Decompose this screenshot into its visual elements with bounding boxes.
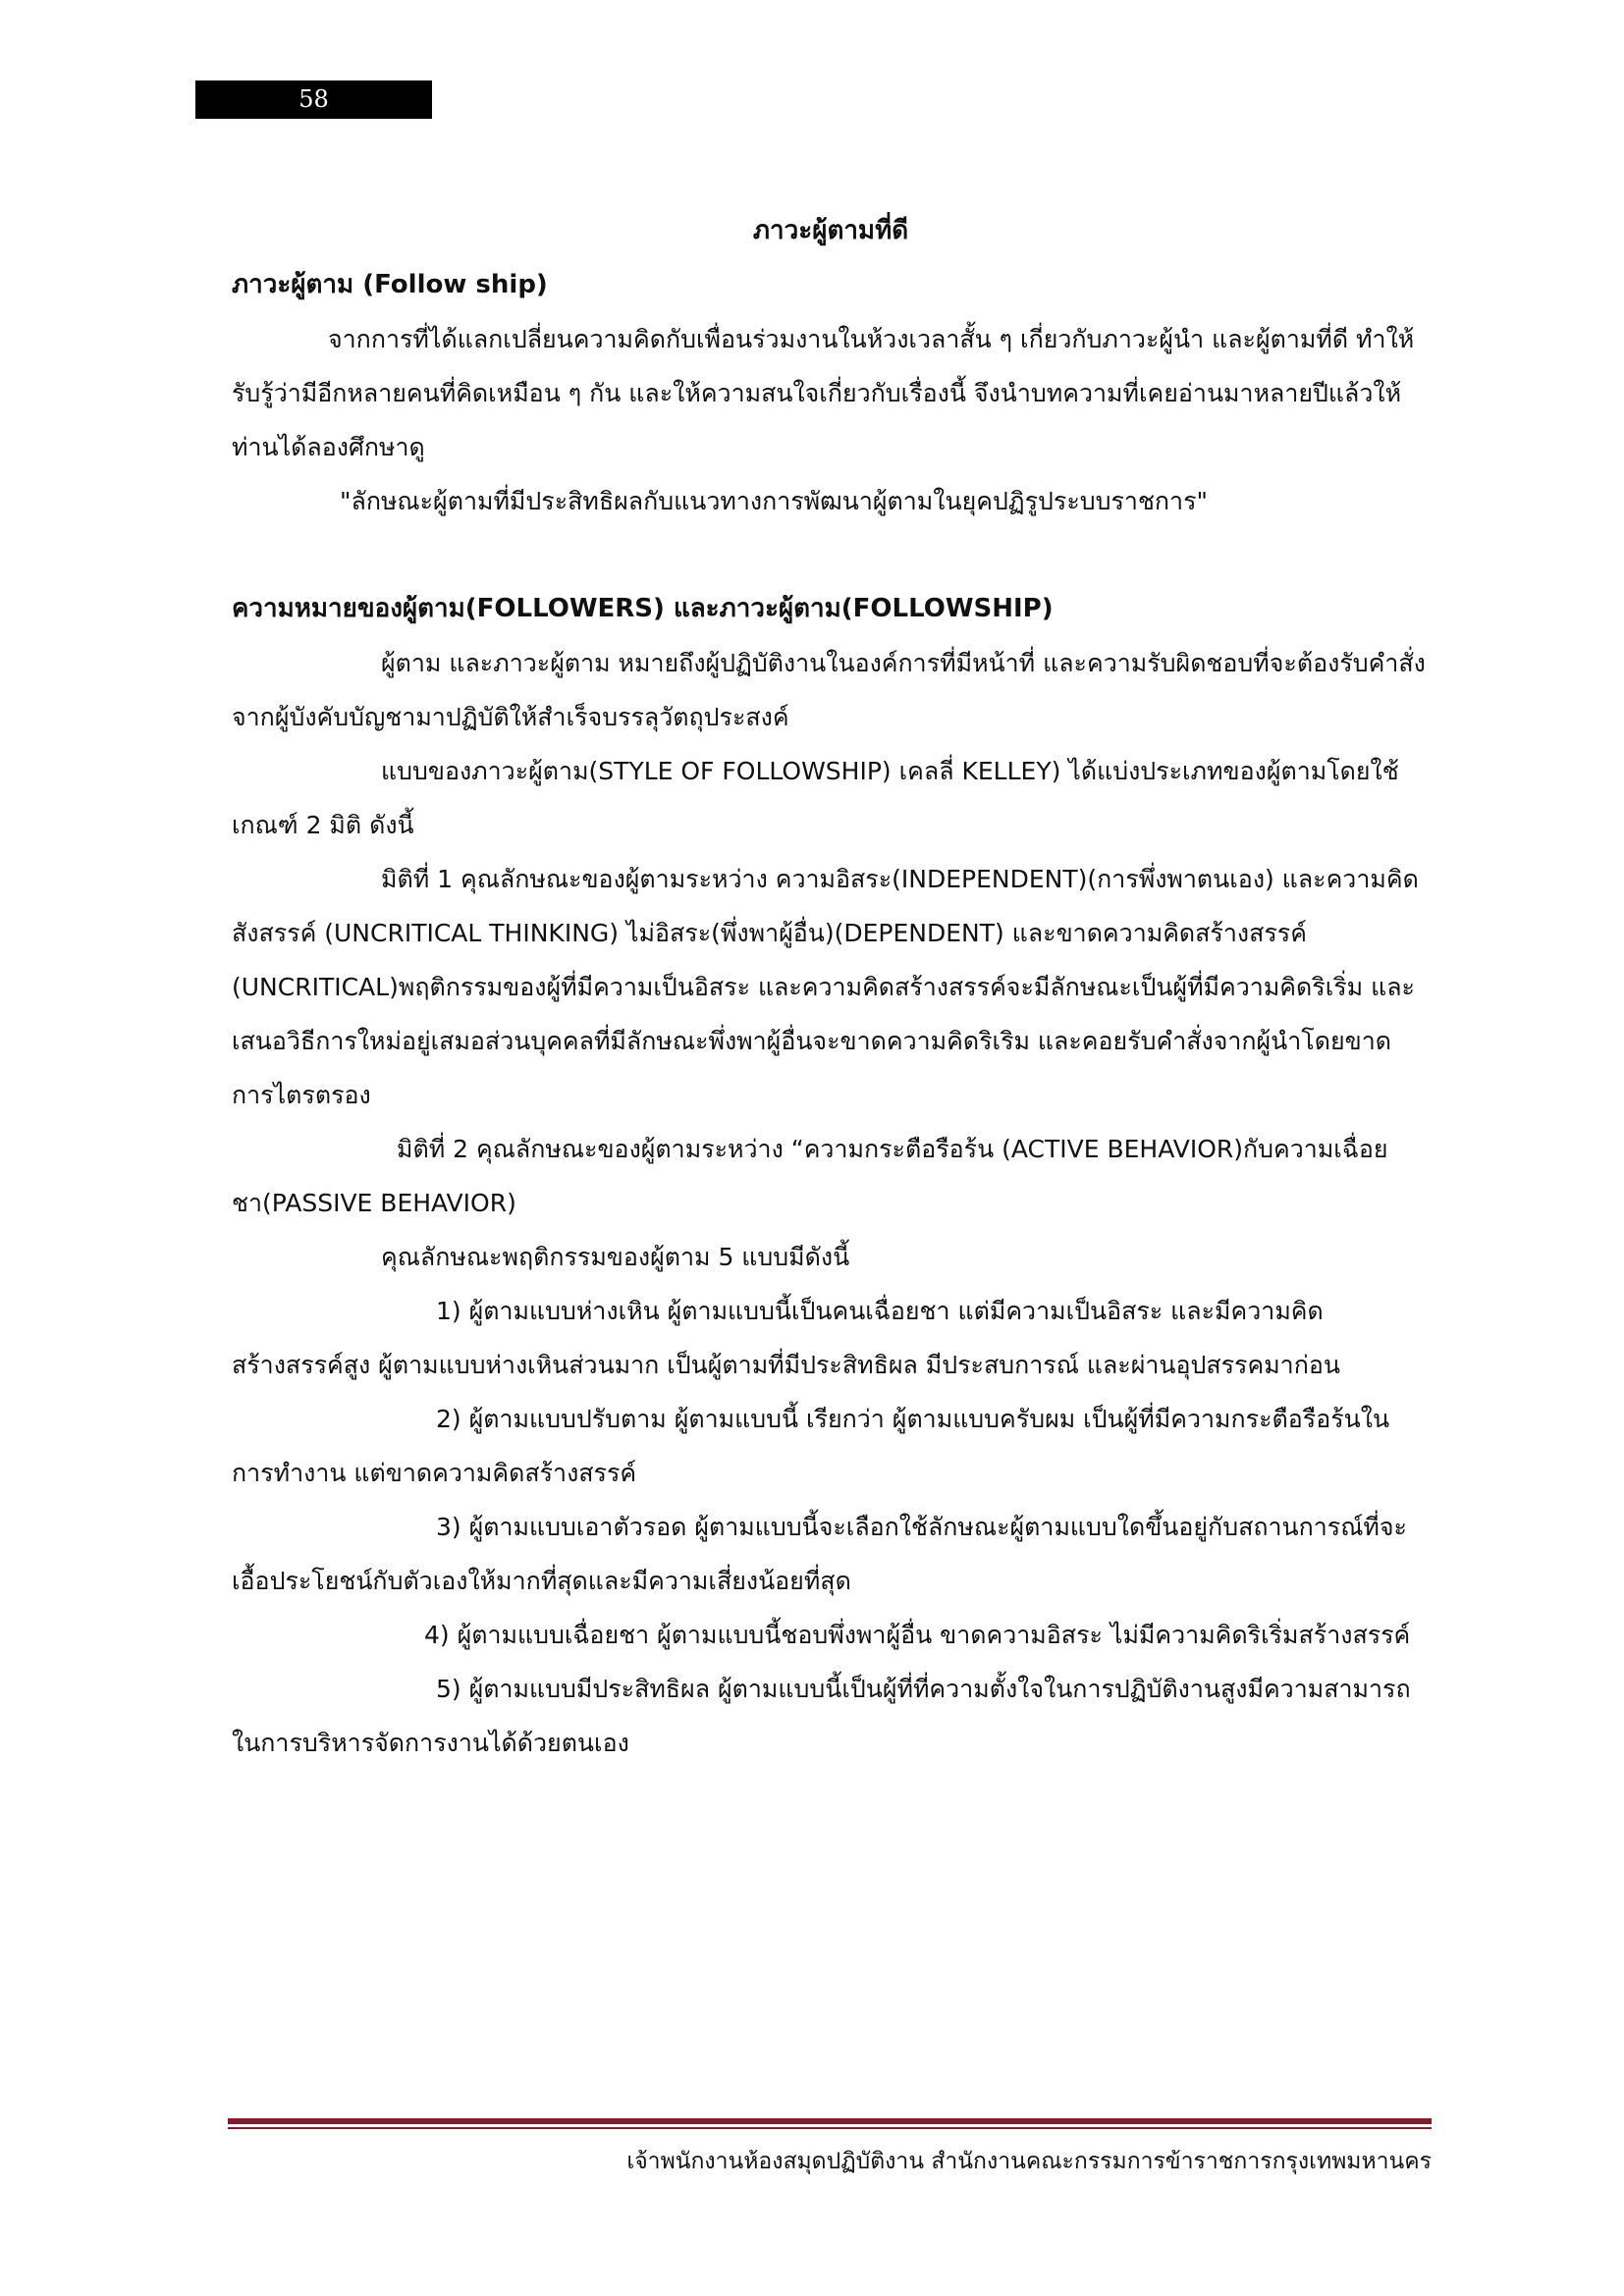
footer-divider-thin xyxy=(228,2127,1432,2129)
dimension-2-paragraph: มิติที่ 2 คุณลักษณะของผู้ตามระหว่าง “ความกระตือรือร้น (ACTIVE BEHAVIOR)กับความเฉื่อยชา(PASSIVE BEHAVIOR) xyxy=(232,1135,1388,1217)
list-item: 5) ผู้ตามแบบมีประสิทธิผล ผู้ตามแบบนี้เป็นผู้ที่ที่ความตั้งใจในการปฏิบัติงานสูงมีความสามารถในการบริหารจัดการงานได้ด้วยตนเอง xyxy=(232,1675,1411,1757)
list-item: 4) ผู้ตามแบบเฉื่อยชา ผู้ตามแบบนี้ชอบพึ่งพาผู้อื่น ขาดความอิสระ ไม่มีความคิดริเริ่มสร้างสรรค์ xyxy=(424,1621,1411,1649)
behavior-intro: คุณลักษณะพฤติกรรมของผู้ตาม 5 แบบมีดังนี้ xyxy=(381,1243,850,1271)
footer-text: เจ้าพนักงานห้องสมุดปฏิบัติงาน สำนักงานคณะกรรมการข้าราชการกรุงเทพมหานคร xyxy=(626,2149,1432,2174)
list-item: 1) ผู้ตามแบบห่างเหิน ผู้ตามแบบนี้เป็นคนเฉื่อยชา แต่มีความเป็นอิสระ และมีความคิดสร้างสรรค์สูง ผู้ตามแบบห่างเหินส่วนมาก เป็นผู้ตามที่มีประสิทธิผล มีประสบการณ์ และผ่านอุปสรรคมาก่อน xyxy=(232,1297,1340,1379)
paragraph-gap xyxy=(232,528,1430,582)
intro-paragraph: จากการที่ได้แลกเปลี่ยนความคิดกับเพื่อนร่วมงานในห้วงเวลาสั้น ๆ เกี่ยวกับภาวะผู้นำ และผู้ตามที่ดี ทำให้รับรู้ว่ามีอีกหลายคนที่คิดเหมือน ๆ กัน และให้ความสนใจเกี่ยวกับเรื่องนี้ จึงนำบทความที่เคยอ่านมาหลายปีแล้วให้ท่านได้ลองศึกษาดู xyxy=(232,325,1415,461)
section-heading-definition: ความหมายของผู้ตาม(FOLLOWERS) และภาวะผู้ตาม(FOLLOWSHIP) xyxy=(232,594,1054,623)
page-number: 58 xyxy=(195,80,432,119)
quoted-article-title: "ลักษณะผู้ตามที่มีประสิทธิผลกับแนวทางการพัฒนาผู้ตามในยุคปฏิรูประบบราชการ" xyxy=(340,487,1209,515)
list-item: 3) ผู้ตามแบบเอาตัวรอด ผู้ตามแบบนี้จะเลือกใช้ลักษณะผู้ตามแบบใดขึ้นอยู่กับสถานการณ์ที่จะเอื้อประโยชน์กับตัวเองให้มากที่สุดและมีความเสี่ยงน้อยที่สุด xyxy=(232,1513,1407,1595)
footer-divider-thick xyxy=(228,2118,1432,2124)
dimension-1-paragraph: มิติที่ 1 คุณลักษณะของผู้ตามระหว่าง ความอิสระ(INDEPENDENT)(การพึ่งพาตนเอง) และความคิดสังสรรค์ (UNCRITICAL THINKING) ไม่อิสระ(พึ่งพาผู้อื่น)(DEPENDENT) และขาดความคิดสร้างสรรค์ (UNCRITICAL)พฤติกรรมของผู้ที่มีความเป็นอิสระ และความคิดสร้างสรรค์จะมีลักษณะเป็นผู้ที่มีความคิดริเริ่ม และเสนอวิธีการใหม่อยู่เสมอส่วนบุคคลที่มีลักษณะพึ่งพาผู้อื่นจะขาดความคิดริเริม และคอยรับคำสั่งจากผู้นำโดยขาดการไตรตรอง xyxy=(232,865,1419,1109)
list-item: 2) ผู้ตามแบบปรับตาม ผู้ตามแบบนี้ เรียกว่า ผู้ตามแบบครับผม เป็นผู้ที่มีความกระตือรือร้นในการทำงาน แต่ขาดความคิดสร้างสรรค์ xyxy=(232,1405,1390,1487)
footer-divider xyxy=(228,2118,1432,2130)
section-heading-followship: ภาวะผู้ตาม (Follow ship) xyxy=(232,270,548,299)
style-paragraph: แบบของภาวะผู้ตาม(STYLE OF FOLLOWSHIP) เคลลี่ KELLEY) ได้แบ่งประเภทของผู้ตามโดยใช้เกณฑ์ 2 มิติ ดังนี้ xyxy=(232,757,1399,839)
document-title: ภาวะผู้ตามที่ดี xyxy=(752,216,909,245)
document-body xyxy=(232,204,1430,1770)
definition-paragraph: ผู้ตาม และภาวะผู้ตาม หมายถึงผู้ปฏิบัติงานในองค์การที่มีหน้าที่ และความรับผิดชอบที่จะต้องรับคำสั่งจากผู้บังคับบัญชามาปฏิบัติให้สำเร็จบรรลุวัตถุประสงค์ xyxy=(232,649,1426,731)
